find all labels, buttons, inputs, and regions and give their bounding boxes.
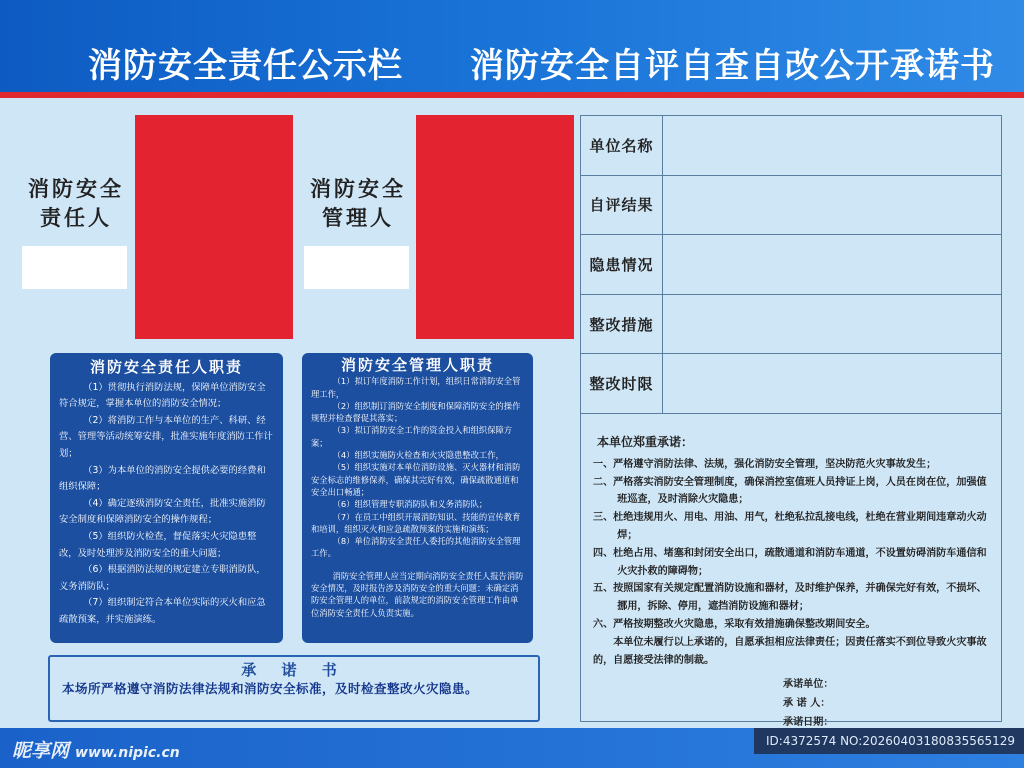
duty-item: （5）组织实施对本单位消防设施、灭火器材和消防安全标志的维修保养，确保其完好有效，确保疏散通道和安全出口畅通； bbox=[311, 462, 521, 497]
commitment-item: 六、严格按期整改火灾隐患，采取有效措施确保整改期间安全。 bbox=[593, 618, 876, 630]
table-row bbox=[581, 295, 1001, 355]
commitment-section bbox=[581, 414, 1001, 732]
duty-item: （1）贯彻执行消防法规，保障单位消防安全符合规定，掌握本单位的消防安全情况； bbox=[59, 381, 266, 410]
manager-person-label bbox=[298, 175, 418, 233]
responsible-person-label bbox=[16, 175, 136, 233]
duty-note: 消防安全管理人应当定期向消防安全责任人报告消防安全情况，及时报告涉及消防安全的重大问题：未确定消防安全管理人的单位，前款规定的消防安全管理工作由单位消防安全责任人负责实施。 bbox=[311, 570, 524, 618]
table-row bbox=[581, 354, 1001, 414]
manager-duties-panel bbox=[302, 353, 533, 643]
promise-box bbox=[48, 655, 540, 722]
table-row bbox=[581, 235, 1001, 295]
duty-item: （1）拟订年度消防工作计划，组织日常消防安全管理工作， bbox=[311, 376, 521, 399]
header-divider bbox=[0, 92, 1024, 98]
label-line: 管理人 bbox=[322, 206, 394, 230]
row-label: 隐患情况 bbox=[581, 235, 663, 294]
duty-item: （3）拟订消防安全工作的资金投入和组织保障方案； bbox=[311, 425, 513, 448]
commitment-item: 二、严格落实消防安全管理制度，确保消控室值班人员持证上岗，人员在岗在位，加强值班巡查，及时消除火灾隐患； bbox=[593, 476, 987, 506]
table-row bbox=[581, 176, 1001, 236]
manager-name-field bbox=[304, 246, 409, 289]
duty-item: （3）为本单位的消防安全提供必要的经费和组织保障； bbox=[59, 464, 266, 493]
responsible-duties-panel bbox=[50, 353, 283, 643]
label-line: 消防安全 bbox=[28, 177, 124, 201]
commitment-title: 本单位郑重承诺： bbox=[597, 434, 694, 449]
sign-unit: 承诺单位： bbox=[783, 679, 834, 691]
duty-item: （2）将消防工作与本单位的生产、科研、经营、管理等活动统筹安排，批准实施年度消防工作计划； bbox=[59, 414, 273, 459]
row-label: 整改措施 bbox=[581, 295, 663, 354]
duty-item: （7）在员工中组织开展消防知识、技能的宣传教育和培训，组织灭火和应急疏散预案的实施和演练； bbox=[311, 511, 521, 534]
duty-item: （2）组织制订消防安全制度和保障消防安全的操作规程并检查督促其落实； bbox=[311, 400, 521, 424]
commitment-item: 五、按照国家有关规定配置消防设施和器材，及时维护保养，并确保完好有效，不损坏、挪用，拆除、停用，遮挡消防设施和器材； bbox=[593, 583, 987, 613]
label-line: 责任人 bbox=[40, 206, 112, 230]
panel-title: 消防安全管理人职责 bbox=[340, 356, 494, 374]
duty-item: （6）组织管理专职消防队和义务消防队； bbox=[332, 499, 488, 510]
sign-person: 承 诺 人： bbox=[783, 698, 831, 710]
watermark-url: www.nipic.cn bbox=[75, 745, 180, 761]
row-label: 单位名称 bbox=[581, 116, 663, 175]
label-line: 消防安全 bbox=[310, 177, 406, 201]
responsible-name-field bbox=[22, 246, 127, 289]
commitment-item: 一、严格遵守消防法律、法规，强化消防安全管理，坚决防范火灾事故发生； bbox=[593, 458, 937, 470]
commitment-closing: 本单位未履行以上承诺的，自愿承担相应法律责任；因责任落实不到位导致火灾事故的，自愿接受法律的制裁。 bbox=[593, 636, 987, 666]
duty-item: （8）单位消防安全责任人委托的其他消防安全管理工作。 bbox=[311, 536, 521, 559]
duty-item: （4）确定逐级消防安全责任，批准实施消防安全制度和保障消防安全的操作规程； bbox=[59, 497, 266, 526]
row-label: 整改时限 bbox=[581, 354, 663, 413]
duty-item: （4）组织实施防火检查和火灾隐患整改工作， bbox=[332, 450, 504, 461]
left-title: 消防安全责任公示栏 bbox=[88, 46, 403, 86]
self-check-table bbox=[580, 115, 1002, 729]
watermark-logo: 昵享网 bbox=[12, 740, 70, 762]
commitment-item: 三、杜绝违规用火、用电、用油、用气，杜绝私拉乱接电线，杜绝在营业期间违章动火动焊； bbox=[593, 512, 987, 541]
commitment-item: 四、杜绝占用、堵塞和封闭安全出口，疏散通道和消防车通道，不设置妨碍消防车通信和火灾扑救的障碍物； bbox=[593, 547, 987, 577]
watermark bbox=[12, 736, 180, 763]
manager-photo bbox=[416, 115, 574, 339]
duty-item: （6）根据消防法规的规定建立专职消防队，义务消防队； bbox=[59, 564, 266, 592]
duty-item: （7）组织制定符合本单位实际的灭火和应急疏散预案，并实施演练。 bbox=[59, 597, 266, 625]
panel-title: 消防安全责任人职责 bbox=[89, 358, 243, 376]
sign-date: 承诺日期： bbox=[783, 717, 834, 729]
right-title: 消防安全自评自查自改公开承诺书 bbox=[470, 46, 995, 86]
promise-title: 承 诺 书 bbox=[241, 661, 347, 679]
row-label: 自评结果 bbox=[581, 176, 663, 235]
table-row bbox=[581, 116, 1001, 176]
promise-text: 本场所严格遵守消防法律法规和消防安全标准，及时检查整改火灾隐患。 bbox=[62, 681, 479, 696]
image-id: ID:4372574 NO:20260403180835565129 bbox=[754, 728, 1024, 754]
duty-item: （5）组织防火检查，督促落实火灾隐患整改，及时处理涉及消防安全的重大问题； bbox=[59, 530, 257, 559]
responsible-photo bbox=[135, 115, 293, 339]
